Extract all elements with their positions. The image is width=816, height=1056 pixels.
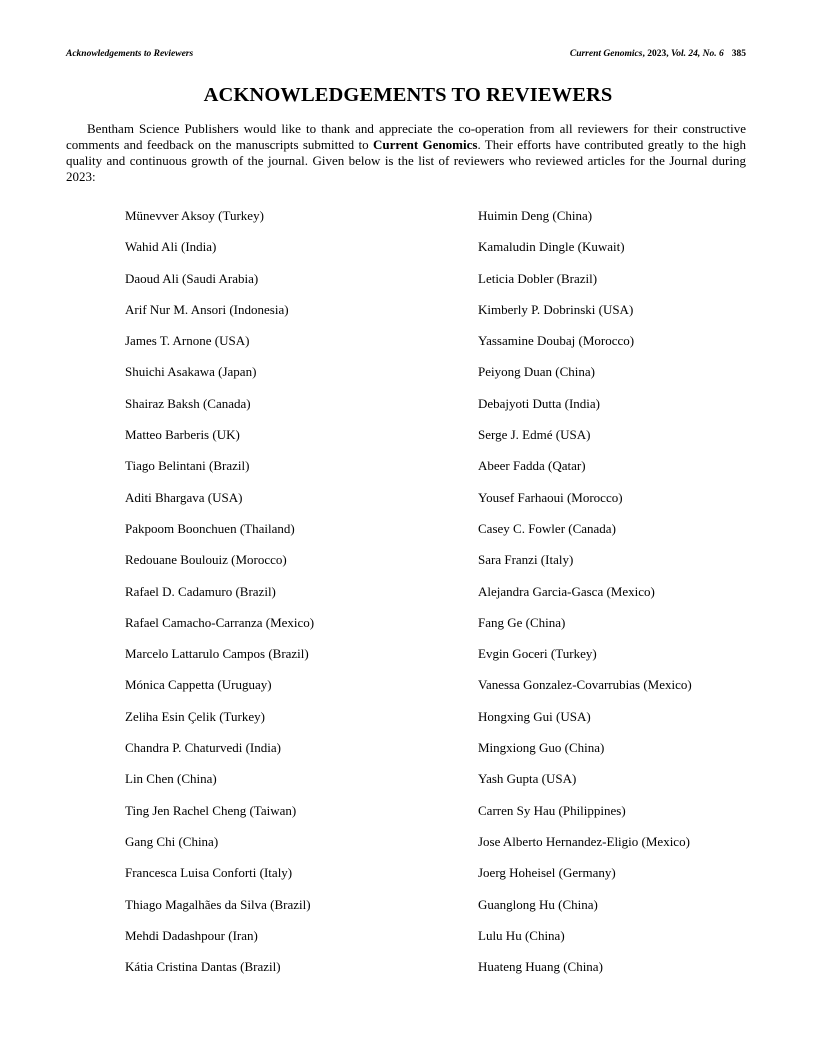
reviewer-item: Ting Jen Rachel Cheng (Taiwan) (125, 802, 297, 818)
reviewer-list-left (125, 208, 314, 990)
reviewer-item: Pakpoom Boonchuen (Thailand) (125, 520, 295, 536)
reviewer-item: Yash Gupta (USA) (478, 771, 577, 787)
reviewer-item: Huateng Huang (China) (478, 959, 603, 975)
reviewer-item: Zeliha Esin Çelik (Turkey) (125, 708, 265, 724)
reviewer-item: James T. Arnone (USA) (125, 333, 250, 349)
reviewer-item: Peiyong Duan (China) (478, 364, 595, 380)
running-header-section-title: Acknowledgements to Reviewers (66, 49, 194, 59)
reviewer-item: Chandra P. Chaturvedi (India) (125, 740, 281, 756)
reviewer-item: Marcelo Lattarulo Campos (Brazil) (125, 646, 309, 662)
running-header-citation (570, 49, 746, 59)
page-title: ACKNOWLEDGEMENTS TO REVIEWERS (203, 84, 613, 106)
running-header (66, 49, 746, 63)
reviewer-item: Mónica Cappetta (Uruguay) (125, 677, 272, 693)
reviewer-list-right (478, 208, 692, 990)
reviewer-item: Gang Chi (China) (125, 833, 219, 849)
reviewer-item: Casey C. Fowler (Canada) (478, 520, 616, 536)
intro-journal-name: Current Genomics (372, 137, 478, 152)
reviewer-item: Alejandra Garcia-Gasca (Mexico) (478, 583, 655, 599)
reviewer-item: Joerg Hoheisel (Germany) (478, 865, 616, 881)
reviewer-item: Wahid Ali (India) (125, 239, 217, 255)
reviewer-item: Serge J. Edmé (USA) (478, 427, 591, 443)
intro-paragraph (66, 121, 746, 185)
reviewer-item: Tiago Belintani (Brazil) (125, 458, 250, 474)
reviewer-item: Yousef Farhaoui (Morocco) (478, 489, 623, 505)
page-number: 385 (731, 49, 746, 59)
reviewer-item: Guanglong Hu (China) (478, 896, 598, 912)
reviewer-item: Shairaz Baksh (Canada) (125, 395, 251, 411)
reviewer-item: Münevver Aksoy (Turkey) (125, 208, 264, 223)
reviewer-item: Sara Franzi (Italy) (478, 552, 574, 568)
intro-text-after: . Their efforts have contributed greatly to the high quality and continuous growth of the journal. Given below is the list of reviewers who reviewed articles for the Journal during 2023: (66, 137, 746, 184)
reviewer-item: Matteo Barberis (UK) (125, 427, 240, 443)
reviewer-item: Hongxing Gui (USA) (478, 708, 591, 724)
reviewer-item: Mehdi Dadashpour (Iran) (125, 927, 258, 943)
reviewer-item: Aditi Bhargava (USA) (125, 489, 243, 505)
journal-name: Current Genomics (569, 49, 643, 59)
reviewer-item: Shuichi Asakawa (Japan) (125, 364, 257, 380)
reviewer-item: Arif Nur M. Ansori (Indonesia) (125, 301, 289, 317)
reviewer-item: Mingxiong Guo (China) (478, 740, 605, 756)
reviewer-item: Thiago Magalhães da Silva (Brazil) (125, 896, 311, 912)
reviewer-item: Francesca Luisa Conforti (Italy) (125, 865, 293, 881)
reviewer-item: Lin Chen (China) (125, 771, 217, 787)
journal-year: , 2023, (642, 49, 671, 59)
reviewer-item: Carren Sy Hau (Philippines) (478, 802, 626, 818)
reviewer-item: Evgin Goceri (Turkey) (478, 646, 597, 662)
reviewer-item: Vanessa Gonzalez-Covarrubias (Mexico) (478, 677, 692, 693)
reviewer-item: Rafael Camacho-Carranza (Mexico) (125, 614, 315, 630)
journal-volume: Vol. 24, No. 6 (670, 49, 724, 59)
reviewer-item: Daoud Ali (Saudi Arabia) (125, 270, 259, 286)
reviewer-item: Abeer Fadda (Qatar) (478, 458, 586, 474)
reviewer-item: Kamaludin Dingle (Kuwait) (478, 239, 625, 255)
reviewer-item: Debajyoti Dutta (India) (478, 395, 601, 411)
reviewer-item: Yassamine Doubaj (Morocco) (478, 333, 635, 349)
reviewer-item: Jose Alberto Hernandez-Eligio (Mexico) (478, 833, 690, 849)
reviewer-item: Kátia Cristina Dantas (Brazil) (125, 959, 281, 975)
reviewer-item: Huimin Deng (China) (478, 208, 593, 223)
reviewer-item: Redouane Boulouiz (Morocco) (125, 552, 287, 568)
reviewer-item: Lulu Hu (China) (478, 927, 565, 943)
intro-text-before: Bentham Science Publishers would like to thank and appreciate the co-operation from all reviewers for their constructive comments and feedback on the manuscripts submitted to (66, 121, 746, 152)
reviewer-item: Leticia Dobler (Brazil) (478, 270, 598, 286)
reviewer-item: Kimberly P. Dobrinski (USA) (478, 301, 634, 317)
reviewer-item: Fang Ge (China) (478, 614, 566, 630)
reviewer-item: Rafael D. Cadamuro (Brazil) (125, 583, 276, 599)
